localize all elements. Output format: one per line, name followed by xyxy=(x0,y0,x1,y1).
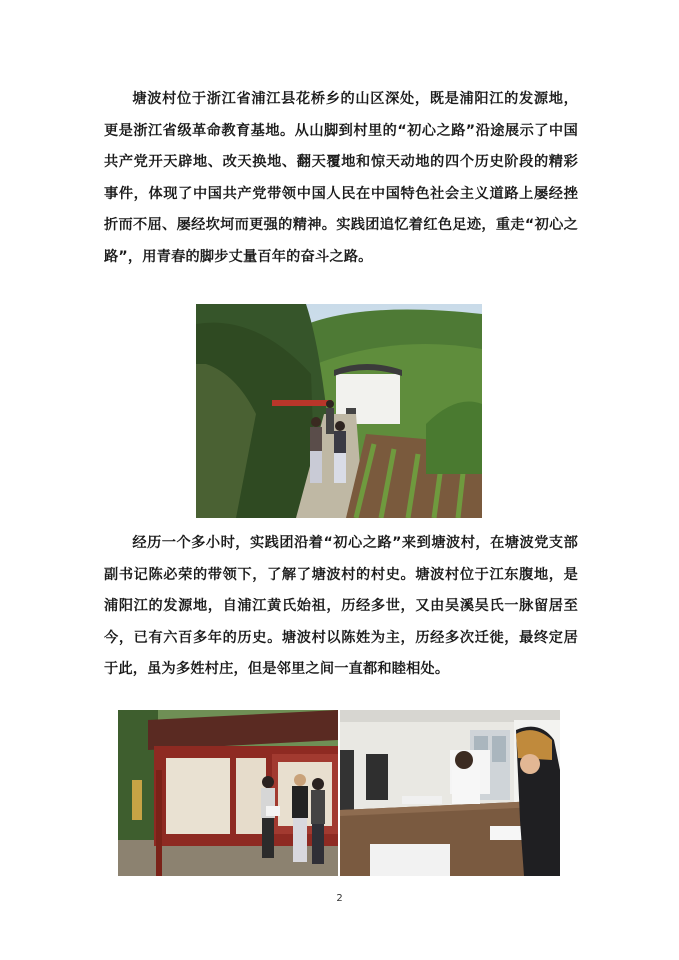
photo-office-interview xyxy=(340,710,560,876)
paragraph-village-history: 经历一个多小时，实践团沿着“初心之路”来到塘波村，在塘波党支部副书记陈必荣的带领下，了解了塘波村的村史。塘波村位于江东腹地，是浦阳江的发源地，自浦江黄氏始祖，历经多世，又由吴溪吴氏一脉留居至今，已有六百多年的历史。塘波村以陈姓为主，历经多次迁徙，最终定居于此，虽为多姓村庄，但是邻里之间一直都和睦相处。 xyxy=(104,535,578,677)
page-number: 2 xyxy=(336,893,343,904)
photo-mountain-path xyxy=(196,304,482,518)
paragraph-intro: 塘波村位于浙江省浦江县花桥乡的山区深处，既是浦阳江的发源地，更是浙江省级革命教育基地。从山脚到村里的“初心之路”沿途展示了中国共产党开天辟地、改天换地、翻天覆地和惊天动地的四个历史阶段的精彩事件，体现了中国共产党带领中国人民在中国特色社会主义道路上屡经挫折而不屈、屡经坎坷而更强的精神。实践团追忆着红色足迹，重走“初心之路”，用青春的脚步丈量百年的奋斗之路。 xyxy=(104,91,578,265)
photo-history-board xyxy=(118,710,338,876)
